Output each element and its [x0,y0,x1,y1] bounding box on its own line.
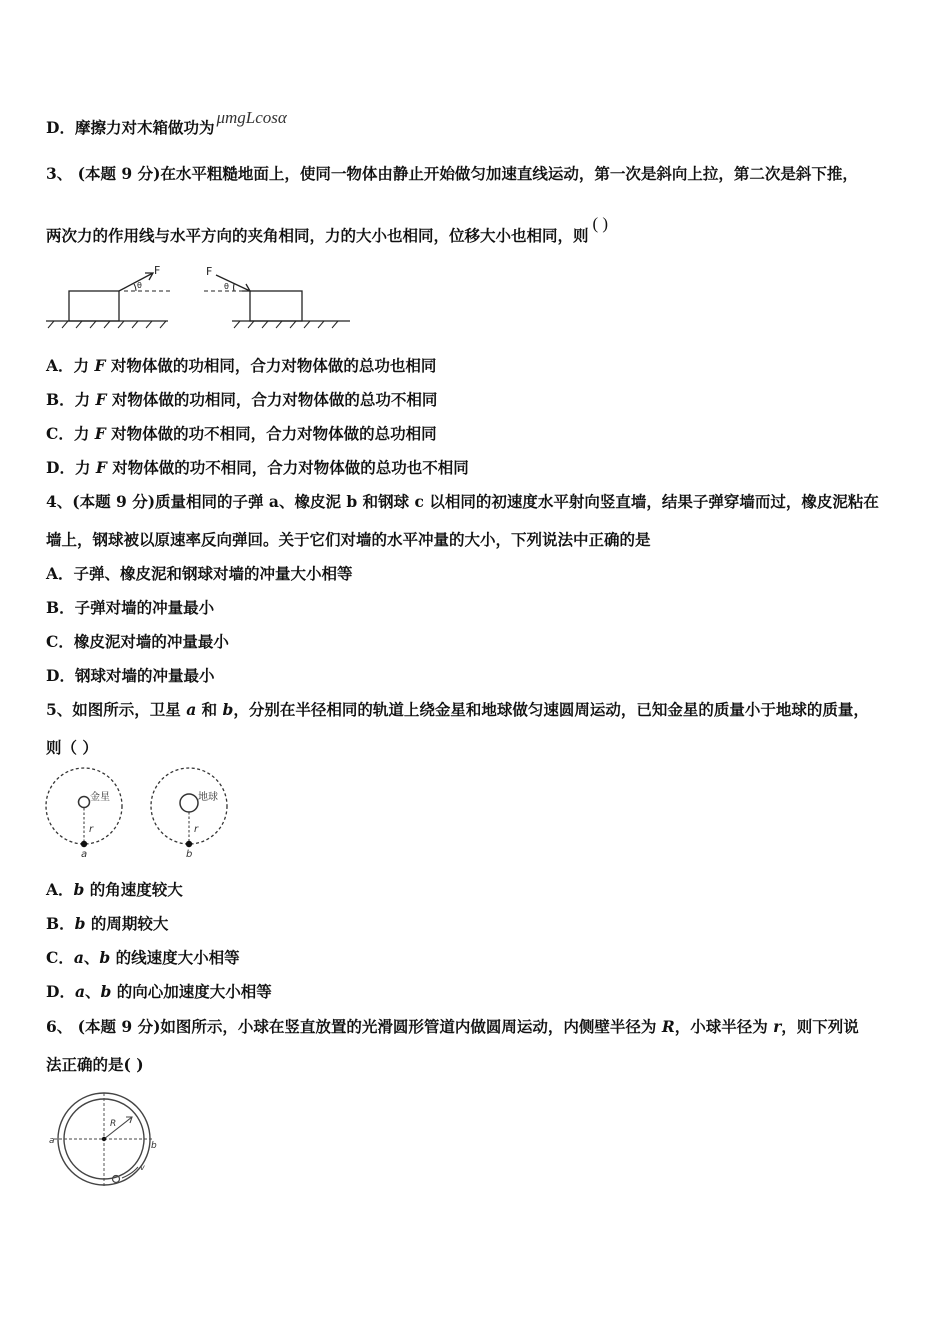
point-b-label: b [151,1141,157,1151]
angle-label-right: θ [224,282,229,291]
q5-stem-line2: 则（ ） [46,738,98,757]
box-right [250,291,302,321]
q3-stem-line1: 3、 (本题 9 分)在水平粗糙地面上，使同一物体由静止开始做匀加速直线运动，第一次是斜向上拉，第二次是斜下推， [46,164,858,183]
option-letter: D． [46,118,75,137]
q4-option-d: D．钢球对墙的冲量最小 [46,666,215,685]
satellite-b [186,841,192,847]
point-a-label: a [49,1136,55,1146]
q3-stem-text: 两次力的作用线与水平方向的夹角相同，力的大小也相同，位移大小也相同，则 [46,226,589,245]
q4-option-b: B．子弹对墙的冲量最小 [46,598,215,617]
q4-option-c: C．橡皮泥对墙的冲量最小 [46,632,229,651]
radius-label-right: r [194,824,199,835]
q5-stem-line1: 5、如图所示，卫星 a 和 b，分别在半径相同的轨道上绕金星和地球做匀速圆周运动，已知金星的质量小于地球的质量， [46,700,869,719]
q5-option-d: D．a、b 的向心加速度大小相等 [46,982,272,1001]
q4-stem-line2: 墙上，钢球被以原速率反向弹回。关于它们对墙的水平冲量的大小，下列说法中正确的是 [46,530,651,549]
q6-stem-line1: 6、 (本题 9 分)如图所示，小球在竖直放置的光滑圆形管道内做圆周运动，内侧壁半径为 R，小球半径为 r，则下列说 [46,1017,859,1036]
satellite-a [81,841,87,847]
angle-label-left: θ [137,281,142,290]
push-force-arrow [216,275,250,291]
radius-arrow [104,1117,132,1139]
q5-option-b: B．b 的周期较大 [46,914,169,933]
q5-option-a: A．b 的角速度较大 [46,880,183,899]
radius-label-left: r [89,824,94,835]
q4-option-a: A．子弹、橡皮泥和钢球对墙的冲量大小相等 [46,564,353,583]
sat-b-label: b [186,849,193,860]
force-label-left: F [154,264,161,277]
venus-label: 金星 [90,792,110,803]
venus-planet [79,797,90,808]
q5-orbit-diagram [44,764,239,864]
q3-option-c: C．力 F 对物体做的功不相同，合力对物体做的总功相同 [46,424,437,443]
sat-a-label: a [81,849,88,860]
q3-option-d: D．力 F 对物体做的功不相同，合力对物体做的总功也不相同 [46,458,469,477]
q3-force-diagram [44,262,354,330]
option-text: 摩擦力对木箱做功为 [74,118,215,137]
pipe-center [102,1137,106,1141]
box-left [69,291,119,321]
answer-parentheses: ( ) [592,214,609,233]
earth-planet [180,794,198,812]
q3-option-b: B．力 F 对物体做的功相同，合力对物体做的总功不相同 [46,390,438,409]
q3-stem-line2 [46,214,609,246]
q2-option-d [46,108,287,138]
force-label-right: F [206,265,213,278]
friction-work-formula: μmgLcosα [216,108,287,127]
earth-label: 地球 [198,792,218,803]
q6-pipe-diagram [44,1090,164,1192]
q5-option-c: C．a、b 的线速度大小相等 [46,948,240,967]
radius-label: R [110,1119,117,1129]
q3-option-a: A．力 F 对物体做的功相同，合力对物体做的总功也相同 [46,356,437,375]
orbit-right [151,768,227,844]
q4-stem-line1: 4、(本题 9 分)质量相同的子弹 a、橡皮泥 b 和钢球 c 以相同的初速度水平射向竖直墙，结果子弹穿墙而过，橡皮泥粘在 [46,492,879,511]
q6-stem-line2: 法正确的是( ) [46,1055,144,1074]
velocity-label: v [140,1163,145,1172]
pull-scenario [46,273,172,328]
